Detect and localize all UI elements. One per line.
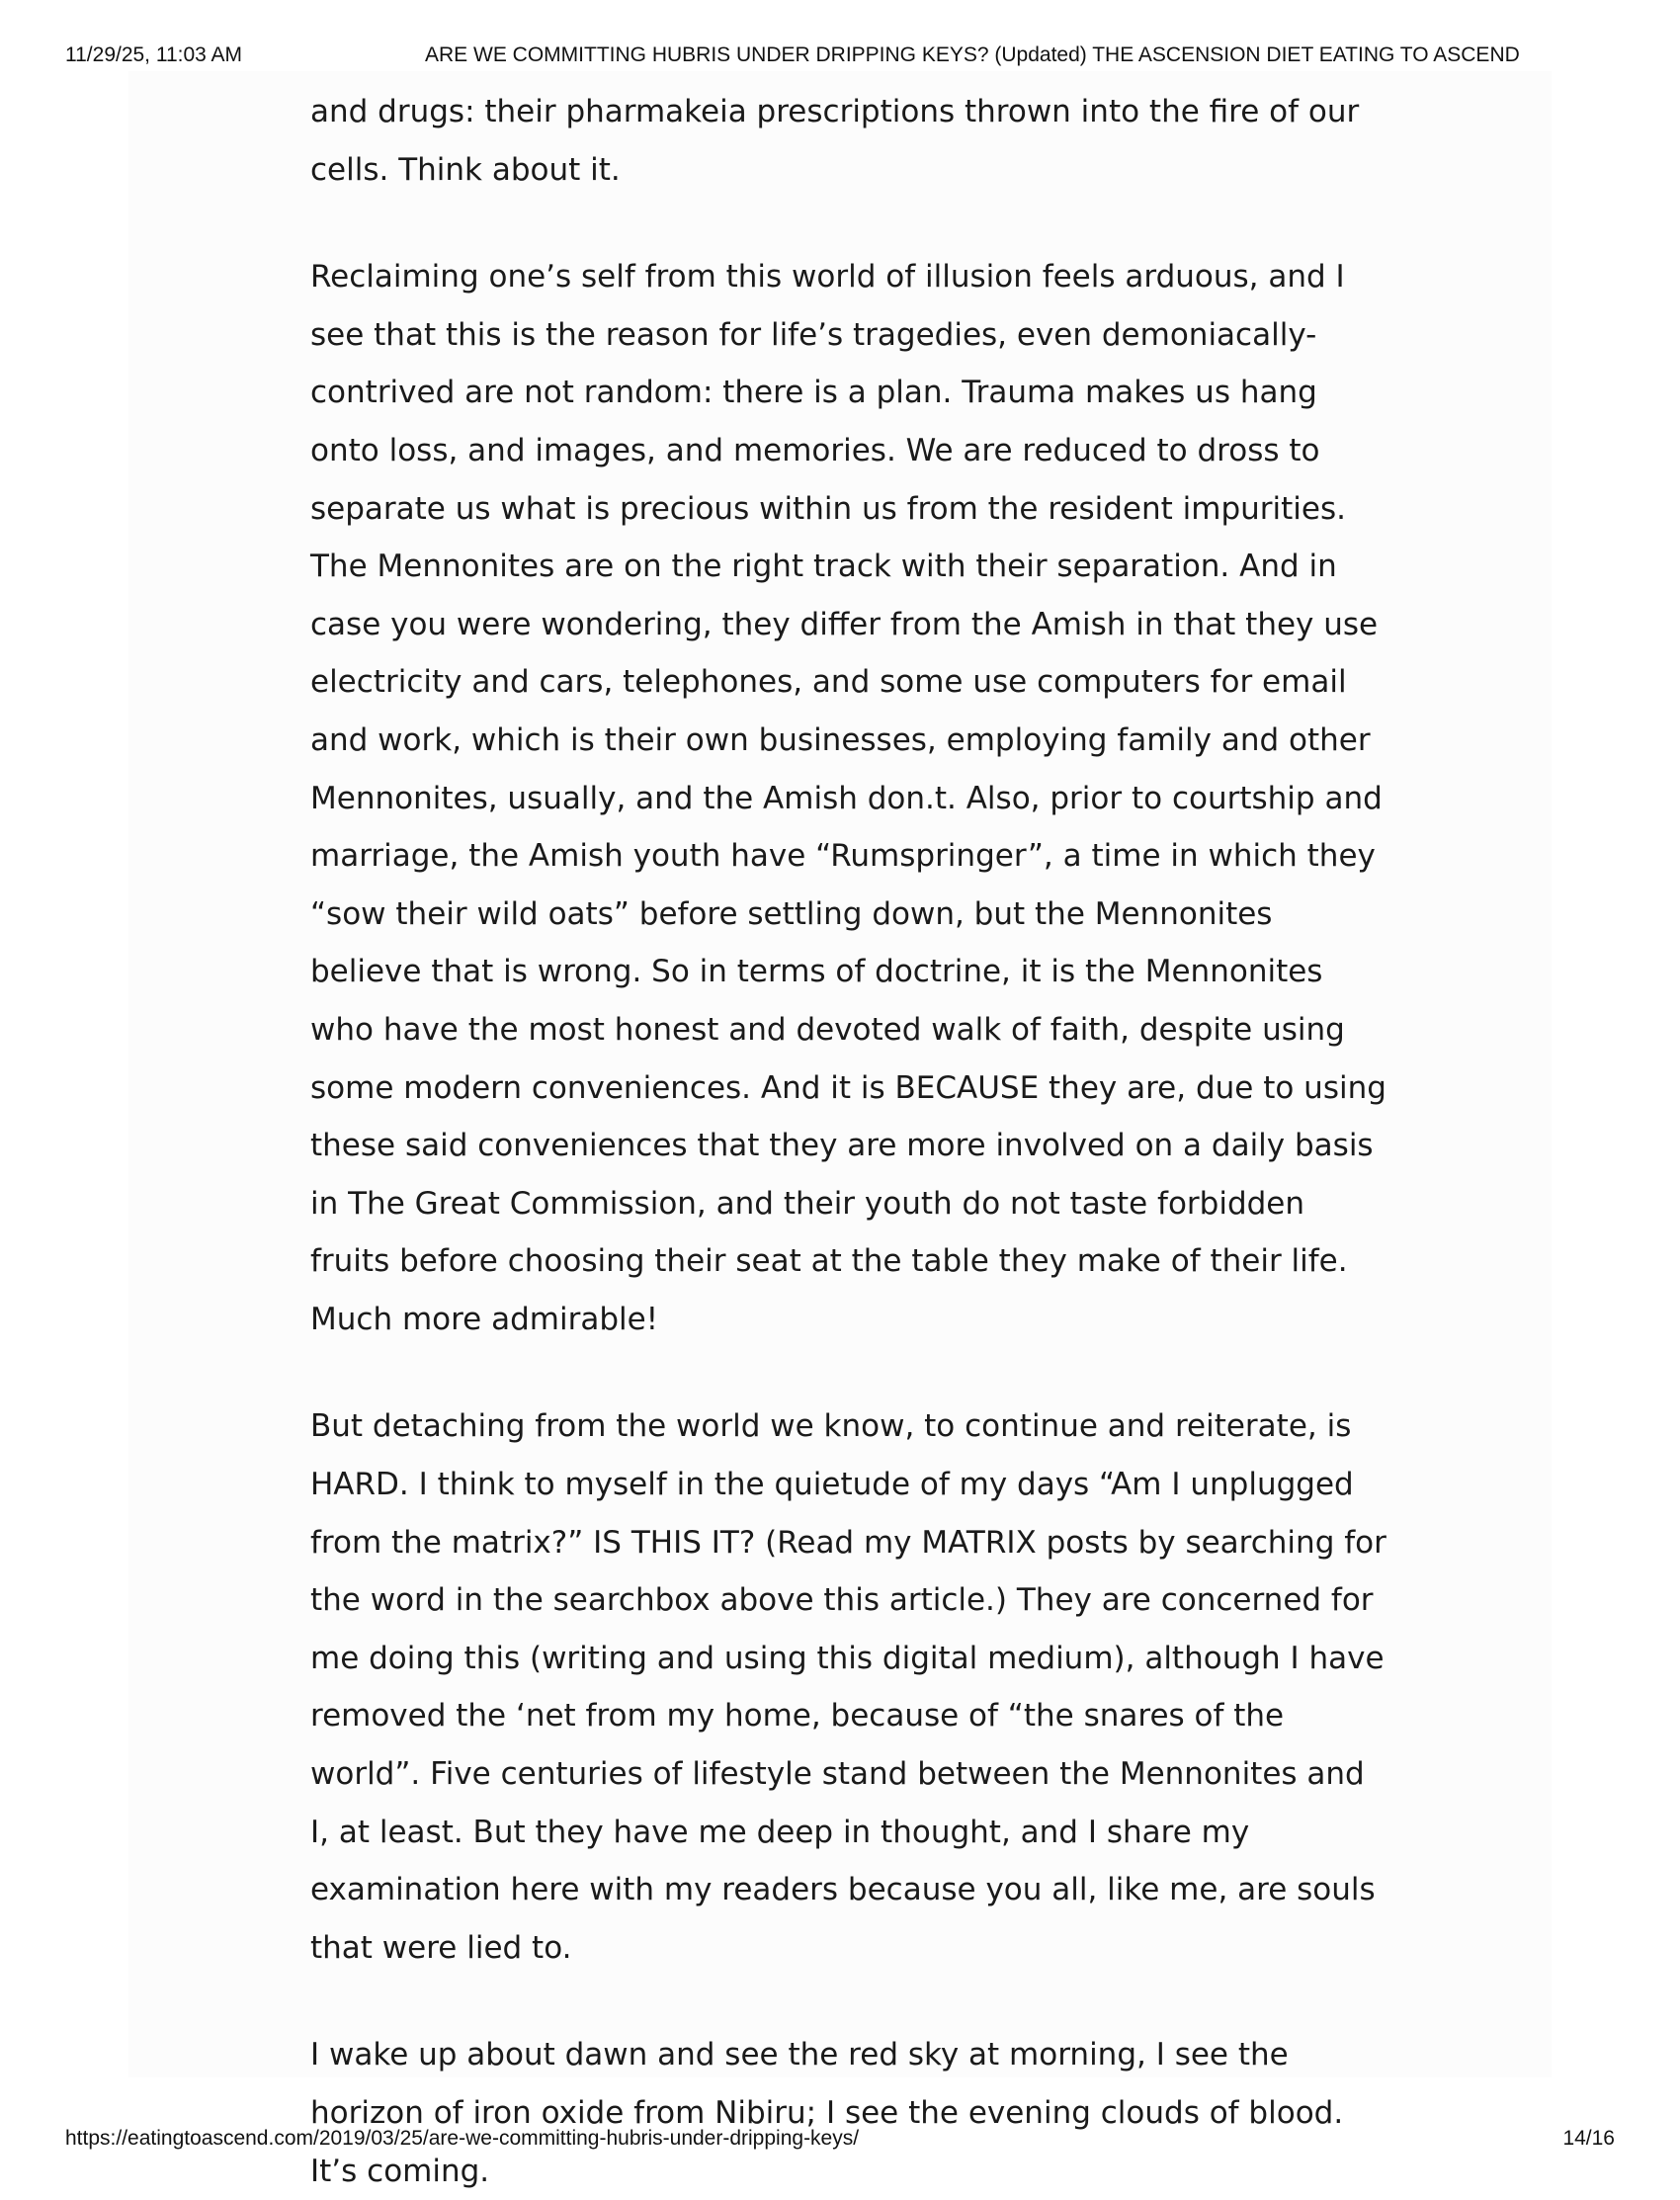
article-paragraph: The Mennonites are on the right track with their separation. And in case you were wondering, they differ from the Amish in that they use electricity and cars, telephones, and some use computers for email and work, which is their own businesses, employing family and other Mennonites, usually, and the Amish don.t. Also, prior to courtship and marriage, the Amish youth have “Rumspringer”, a time in which they “sow their wild oats” before settling down, but the Mennonites believe that is wrong. So in terms of doctrine, it is the Mennonites who have the most honest and devoted walk of faith, despite using some modern conveniences. And it is BECAUSE they are, due to using these said conveniences that they are more involved on a daily basis in The Great Commission, and their youth do not taste forbidden fruits before choosing their seat at the table they make of their life. Much more admirable! [310, 549, 1386, 1337]
article-paragraph: But detaching from the world we know, to continue and reiterate, is HARD. I think to myself in the quietude of my days “Am I unplugged from the matrix?” IS THIS IT? (Read my MATRIX posts by searching for the word in the searchbox above this article.) They are concerned for me doing this (writing and using this digital medium), although I have removed the ‘net from my home, because of “the snares of the world”. Five centuries of lifestyle stand between the Mennonites and I, at least. But they have me deep in thought, and I share my examination here with my readers because you all, like me, are souls that were lied to. [310, 1408, 1386, 1966]
article-body [310, 83, 1387, 2200]
document-title: ARE WE COMMITTING HUBRIS UNDER DRIPPING KEYS? (Updated) THE ASCENSION DIET EATING TO ASCEND [425, 43, 1520, 66]
article-paragraph: I wake up about dawn and see the red sky at morning, I see the horizon of iron oxide from Nibiru; I see the evening clouds of blood. It’s coming. [310, 2037, 1344, 2189]
print-datetime: 11/29/25, 11:03 AM [65, 43, 243, 66]
print-header [65, 43, 1615, 71]
page-number: 14/16 [1562, 2127, 1615, 2150]
print-footer [65, 2127, 1615, 2155]
article-paragraph: Reclaiming one’s self from this world of illusion feels arduous, and I see that this is the reason for life’s tragedies, even demoniacally-contrived are not random: there is a plan. Trauma makes us hang onto loss, and images, and memories. We are reduced to dross to separate us what is precious within us from the resident impurities. [310, 259, 1346, 527]
article-paragraph: and drugs: their pharmakeia prescriptions thrown into the fire of our cells. Think about it. [310, 94, 1360, 188]
page-url: https://eatingtoascend.com/2019/03/25/are-we-committing-hubris-under-dripping-keys/ [65, 2127, 860, 2150]
